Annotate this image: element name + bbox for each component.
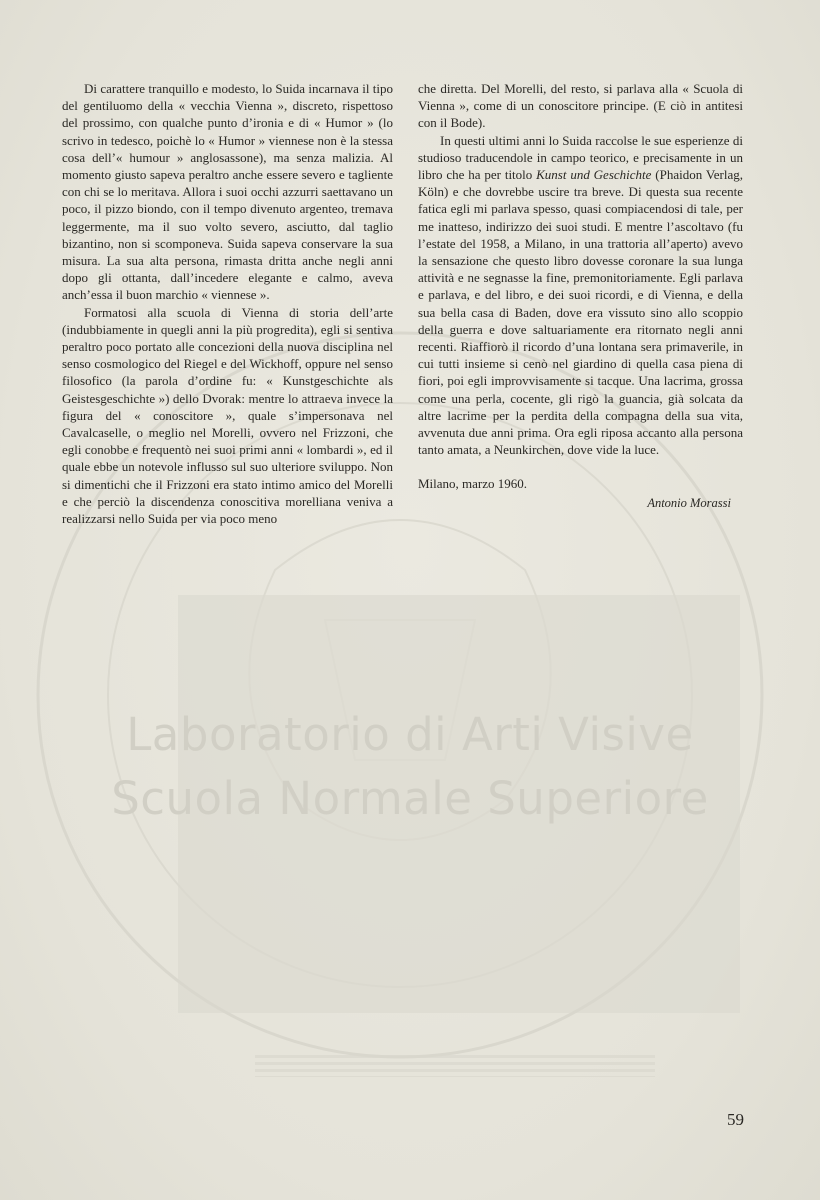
watermark-line-2: Scuola Normale Superiore <box>111 772 709 825</box>
left-column <box>62 80 393 527</box>
page-number: 59 <box>727 1110 744 1129</box>
right-column <box>418 80 743 512</box>
book-title: Kunst und Geschichte <box>536 167 652 183</box>
place-date: Milano, marzo 1960. <box>418 476 528 492</box>
author-signature: Antonio Morassi <box>647 495 731 510</box>
watermark-line-1: Laboratorio di Arti Visive <box>126 708 694 761</box>
left-paragraph-1: Di carattere tranquillo e modesto, lo Suida incarnava il tipo del gentiluomo della « vecchia Vienna », discreto, rispettoso del prossimo, con qualche punto d’ironia e di « Humor » (lo scrivo in tedesco, poichè lo « Humor » viennese non è la stessa cosa dell’« humour » anglosassone), ma senza malizia. Al momento giusto sapeva peraltro anche essere severo e tagliente con chi se lo meritava. Allora i suoi occhi azzurri saettavano un poco, il pizzo biondo, con il tempo divenuto argenteo, tremava leggermente, ma il suo volto severo, asciutto, dal taglio bizantino, non si scomponeva. Suida sapeva conservare la sua misura. La sua alta persona, rimasta dritta anche negli anni dopo gli ottanta, dall’incedere elegante e calmo, aveva anch’essa il buon marchio « viennese ». <box>62 81 393 303</box>
right-paragraph-2-text-a: In questi ultimi anni lo Suida raccolse le sue esperienze di studioso traducendole in campo teorico, e precisamente in un libro che ha per titolo <box>418 132 743 183</box>
left-paragraph-2: Formatosi alla scuola di Vienna di storia dell’arte (indubbiamente in quegli anni la più progredita), egli si sentiva peraltro poco portato alle concezioni della nuova disciplina nel senso cosmologico del Riegel e del Wickhoff, oppure nel senso filosofico (la parola d’ordine fu: « Kunstgeschichte als Geistesgeschichte ») dello Dvorak: mentre lo attraeva invece la figura del « conoscitore », quale s’impersonava nel Cavalcaselle, o meglio nel Morelli, ovvero nel Frizzoni, che egli conobbe e frequentò nei suoi primi anni « lombardi », ed il quale ebbe un notevole influsso sul suo ulteriore sviluppo. Non si dimentichi che il Frizzoni era stato intimo amico del Morelli e che perciò la discendenza conoscitiva morelliana veniva a realizzarsi nello Suida per via poco meno <box>62 304 393 527</box>
right-paragraph-continuation: che diretta. Del Morelli, del resto, si parlava alla « Scuola di Vienna », come di un conoscitore principe. (E ciò in antitesi con il Bode). <box>418 81 743 131</box>
right-paragraph-2-text-b: (Phaidon Verlag, Köln) e che dovrebbe uscire tra breve. Di questa sua recente fatica egli mi parlava spesso, quasi compiacendosi di tale, per me inatteso, indirizzo dei suoi studi. E mentre l’ascoltavo (fu l’estate del 1958, a Milano, in una trattoria all’aperto) avevo la sensazione che questo libro dovesse coronare la sua lunga attività e ne segnasse la fine, premonitoriamente. Egli parlava e parlava, e del libro, e dei suoi ricordi, e di Vienna, e della sua bella casa di Baden, dove era vissuto sino allo scoppio della guerra e dove saltuariamente era ritornato negli anni recenti. Riaffiorò il ricordo d’una lontana sera primaverile, in cui tutti insieme si cenò nel giardino di quella casa piena di fiori, poi egli improvvisamente si tacque. Una lacrima, grossa come una perla, cocente, gli rigò la guancia, già solcata da altre lacrime per la perdita della compagna della sua vita, avvenuta due anni prima. Ora egli riposa accanto alla persona tanto amata, a Neunkirchen, dove vide la luce. <box>418 167 743 458</box>
right-paragraph-2 <box>418 132 743 459</box>
